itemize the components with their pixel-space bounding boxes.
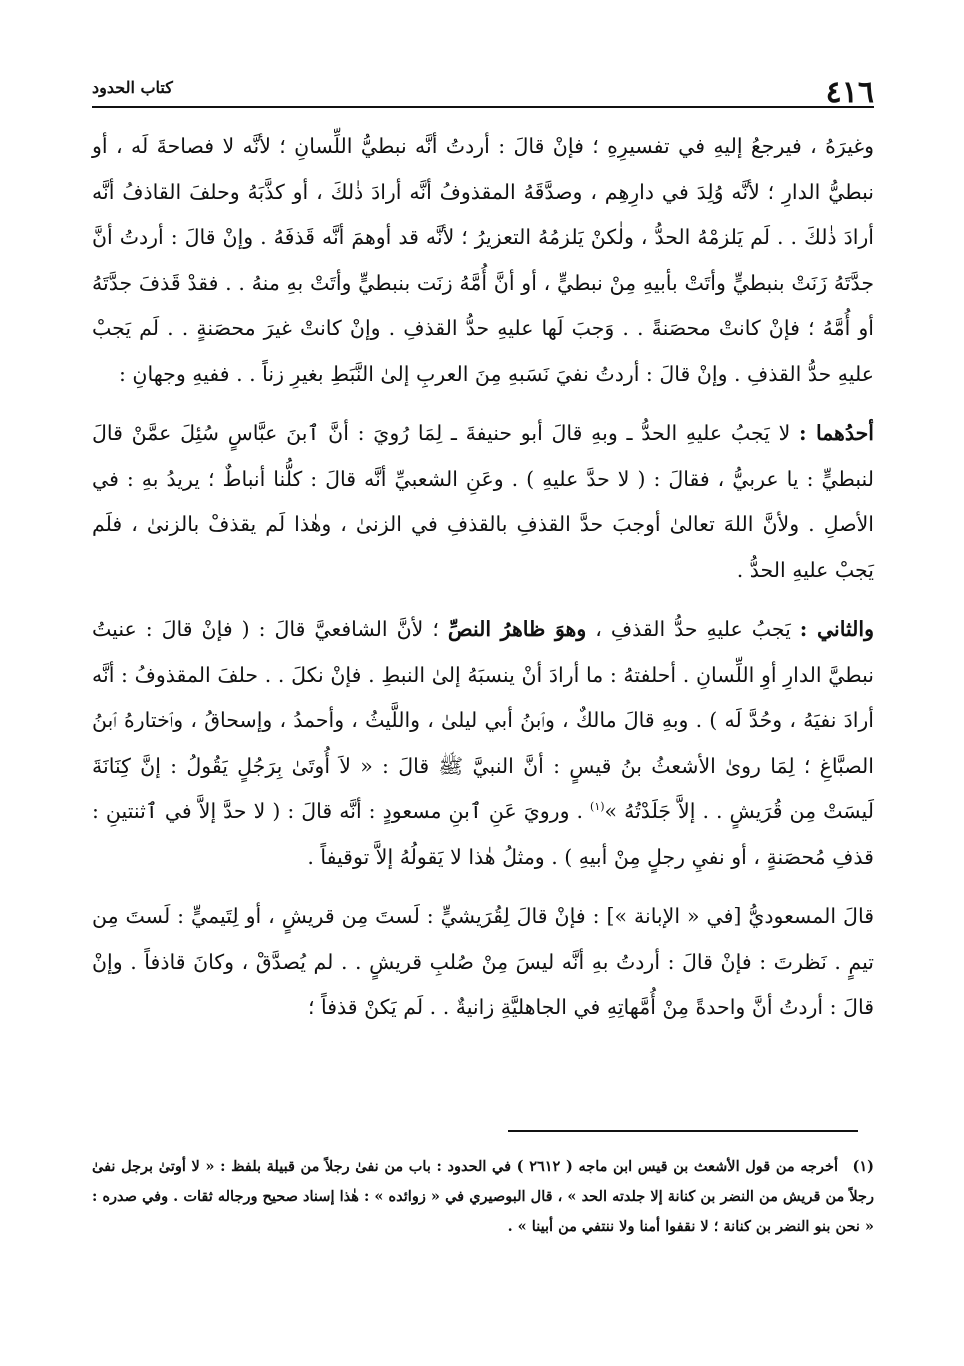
footnote-number: (١) [852,1158,874,1175]
footnote-reference: (١) [590,800,605,814]
paragraph-3-text-c: . ورويَ عَنِ ٱبنِ مسعودٍ : أنَّه قالَ : ( لا حدَّ إلاَّ في ٱثنتينِ : قذفِ مُحصَنةٍ ، أو نفيِ رجلٍ مِنْ أبيهِ ) . ومثلُ هٰذا لا يَقولُهُ إلاَّ توقيفاً . [92,799,874,869]
footnote-separator [508,1130,858,1132]
paragraph-1 [92,124,874,397]
paragraph-4 [92,894,874,1031]
page-header [92,74,874,124]
paragraph-2-text: لا يَجبُ عليهِ الحدُّ ـ وبهِ قالَ أبو حنيفةَ ـ لِمَا رُويَ : أنَّ ٱبنَ عبَّاسٍ سُئِلَ عمَّنْ قالَ لنبطيٍّ : يا عربيُّ ، فقالَ : ( لا حدَّ عليهِ ) . وعَنِ الشعبيِّ أنَّه قالَ : كلُّنا أنباطٌ ؛ يريدُ بهِ : في الأصلِ . ولأنَّ اللهَ تعالىٰ أوجبَ حدَّ القذفِ بالقذفِ في الزنىٰ ، وهٰذا لَم يقذفْ بالزنىٰ ، فلَم يَجبْ عليهِ الحدُّ . [92,421,874,582]
apparent-text-label: وهوَ ظاهرُ النصِّ [447,617,587,641]
second-opinion-label: والثاني : [799,617,875,641]
paragraph-3-text-b: ؛ لأنَّ الشافعيَّ قالَ : ( فإنْ قالَ : عنيتُ نبطيَّ الدارِ أوِ اللِّسانِ . أحلفتهُ : ما أرادَ أنْ ينسبَهُ إلىٰ النبطِ . فإنْ نكلَ . . حلفَ المقذوفُ : أنَّه أرادَ نفيَهُ ، وحُدَّ لَه ) . وبهِ قالَ مالكٌ ، وٱبنُ أبي ليلىٰ ، واللَّيثُ ، وأحمدُ ، وإسحاقُ ، وٱختارهُ ٱبنُ الصبَّاغِ ؛ لِمَا روىٰ الأشعثُ بنُ قيسٍ : أنَّ النبيَّ ﷺ قالَ : « لاَ أُوتَىٰ بِرَجُلٍ يَقُولُ : إنَّ كِنَانَةَ لَيسَتْ مِن قُرَيشٍ . . إلاَّ جَلَدْتُهُ » [92,617,874,823]
header-rule [92,106,874,108]
paragraph-4-text: قالَ المسعوديُّ [في « الإبانة »] : فإنْ قالَ لِقُرَيشيٍّ : لَستَ مِن قريشٍ ، أو لِتَيميٍّ : لَستَ مِن تيمٍ . نَظرتَ : فإنْ قالَ : أردتُ بهِ أنَّه ليسَ مِنْ صُلبِ قريشٍ . . لم يُصدَّقْ ، وكانَ قاذفاً . وإنْ قالَ : أردتُ أنَّ واحدةً مِنْ أُمَّهاتِهِ في الجاهليَّةِ زانيةٌ . . لَم يَكنْ قذفاً ؛ [92,904,874,1019]
main-text [92,124,874,1031]
footnote-text: أخرجه من قول الأشعث بن قيس ابن ماجه ( ٢٦١٢ ) في الحدود : باب من نفىٰ رجلاً من قبيلة بلفظ : « لا أوتىٰ برجل نفىٰ رجلاً من قريش من النضر بن كنانة إلا جلدته الحد » ، قال البوصيري في « زوائده » : هٰذا إسناد صحيح ورجاله ثقات . وفي صدره : « نحن بنو النضر بن كنانة ؛ لا نقفوا أمنا ولا ننتفي من أبينا » . [92,1158,874,1235]
paragraph-3 [92,607,874,880]
paragraph-2 [92,411,874,593]
paragraph-1-text: وغيرَهُ ، فيرجعُ إليهِ في تفسيرِهِ ؛ فإنْ قالَ : أردتُ أنَّه نبطيُّ اللِّسانِ ؛ لأنَّه لا فصاحةَ لَه ، أو نبطيُّ الدارِ ؛ لأنَّه وُلِدَ في دارِهِم ، وصدَّقَهُ المقذوفُ أنَّه أرادَ ذٰلكَ ، أو كذَّبَهُ وحلفَ القاذفُ أنَّه أرادَ ذٰلكَ . . لَم يَلزمْهُ الحدُّ ، ولٰكنْ يَلزمُهُ التعزيرُ ؛ لأنَّه قد أوهمَ أنَّه قَذفَهُ . وإنْ قالَ : أردتُ أنَّ جدَّتَهُ زَنَتْ بنبطيٍّ وأتَتْ بأبيهِ مِنْ نبطيٍّ ، أو أنَّ أُمَّهُ زنَت بنبطيٍّ وأتَتْ بهِ منهُ . . فقدْ قَذفَ جدَّتَهُ أو أُمَّهُ ؛ فإنْ كانتْ محصَنةً . . وَجبَ لَها عليهِ حدُّ القذفِ . وإنْ كانتْ غيرَ محصَنةٍ . . لَم يَجبْ عليهِ حدُّ القذفِ . وإنْ قالَ : أردتُ نفيَ نَسَبهِ مِنَ العربِ إلىٰ النَّبَطِ بغيرِ زناً . . ففيهِ وجهانِ : [92,134,874,386]
footnote [92,1152,874,1242]
running-title: كتاب الحدود [92,78,173,97]
first-opinion-label: أحدُهما : [799,421,874,445]
paragraph-3-text-a: يَجبُ عليهِ حدُّ القذفِ ، [586,617,800,641]
page-number: ٤١٦ [825,75,874,110]
